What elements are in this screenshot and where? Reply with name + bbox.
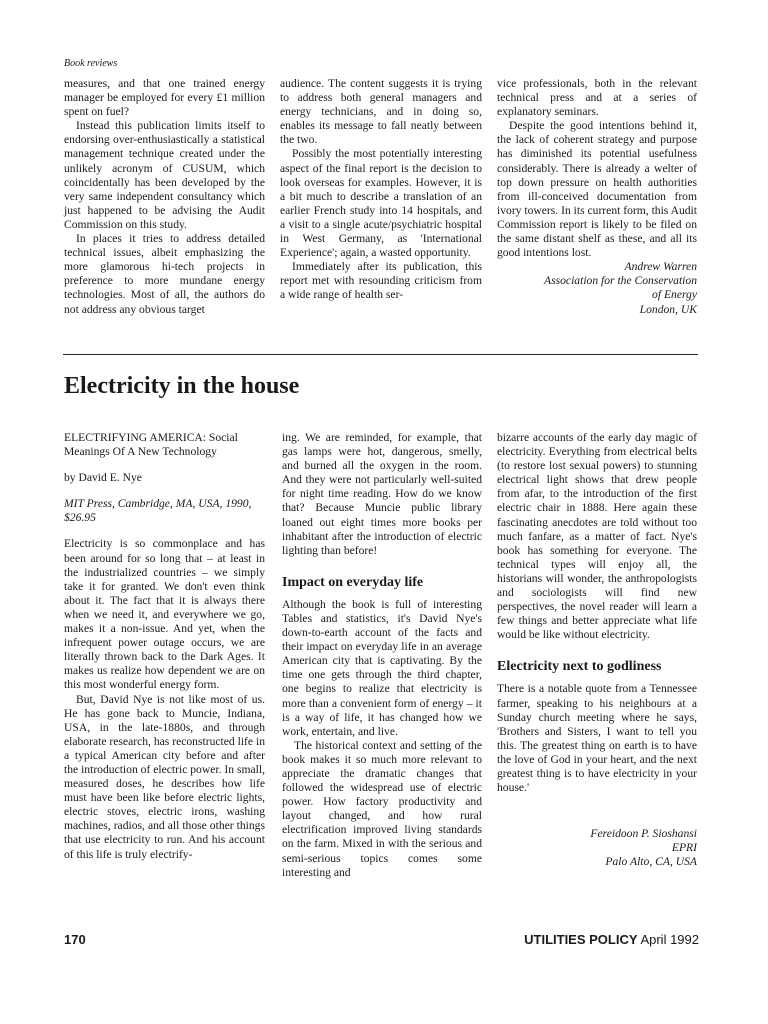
paragraph: But, David Nye is not like most of us. He has gone back to Muncie, Indiana, USA, in the late-1880s, and through elaborate research, has reconstructed life in a typical American city before and after the introduction of electric power. In small, measured doses, he describes how life must have been like before electric lights, electric stoves, electric irons, washing machines, radios, and all those other things that use electricity to run. And his account of this life is truly electrify-: [64, 692, 265, 861]
paragraph: ing. We are reminded, for example, that gas lamps were hot, dangerous, smelly, and burned all the oxygen in the room. And they were not particularly well-suited for night time reading. How do we know that? Because Muncie public library loaned out eight times more books per inhabitant after the introduction of electric lighting than before!: [282, 431, 482, 557]
paragraph: Electricity is so commonplace and has been around for so long that – at least in the industrialized countries – we simply take it for granted. We don't even think about it. The fact that it is always there when we need it, and everywhere we go, makes it a non-issue. And yet, when the infrequent power outage occurs, we are literally thrown back to the Dark Ages. It makes us realize how dependent we are on this most wonderful energy form.: [64, 537, 265, 692]
reviewer-location: London, UK: [639, 302, 697, 316]
prev-review-column-1: [64, 77, 265, 317]
paragraph: Although the book is full of interesting Tables and statistics, it's David Nye's down-to-earth account of the facts and their impact on everyday life in an average American city that is captivating. By the time one gets through the third chapter, one begins to realize that electricity is more than a convenient form of energy – it is a way of life, it has changed how we work, entertain, and live.: [282, 597, 482, 738]
reviewer-organization: of Energy: [652, 288, 697, 302]
book-publisher: MIT Press, Cambridge, MA, USA, 1990, $26.95: [64, 497, 252, 525]
paragraph: Immediately after its publication, this report met with resounding criticism from a wide range of health ser-: [280, 260, 482, 302]
paragraph: audience. The content suggests it is trying to address both general managers and energy technicians, and in doing so, enables its message to fall neatly between the two.: [280, 77, 482, 147]
paragraph: In places it tries to address detailed technical issues, albeit emphasizing the more glamorous hi-tech projects in preference to more mundane energy technologies. Most of all, the authors do not address any obvious target: [64, 232, 265, 316]
section-divider: [63, 354, 698, 355]
journal-footer: [524, 932, 699, 947]
article-column-1: [64, 431, 265, 862]
section-heading: Impact on everyday life: [282, 574, 424, 590]
reviewer-organization: Association for the Conservation: [544, 274, 697, 288]
reviewer-organization: EPRI: [671, 841, 697, 855]
section-heading: Electricity next to godliness: [497, 659, 662, 675]
book-title: ELECTRIFYING AMERICA: Social Meanings Of A New Technology: [64, 431, 238, 459]
article-column-2: [282, 431, 482, 880]
issue-date: April 1992: [640, 932, 699, 947]
paragraph: The historical context and setting of the book makes it so much more relevant to appreciate the dramatic changes that followed the widespread use of electric power. How factory productivity and layout changed, and how rural electrification improved living standards on the farm. Mixed in with the serious and semi-serious topics comes some interesting and: [282, 738, 482, 879]
prev-review-column-2: [280, 77, 482, 303]
prev-review-column-3: [497, 77, 697, 317]
book-author: by David E. Nye: [64, 471, 142, 485]
paragraph: Instead this publication limits itself to endorsing over-enthusiastically a statistical management technique created under the unlikely acronym of CUSUM, which coincidentally has been developed by the very same independent consultancy which just happened to be advising the Audit Commission on this study.: [64, 119, 265, 231]
journal-name: UTILITIES POLICY: [524, 932, 638, 947]
page-number: 170: [64, 932, 86, 947]
paragraph: There is a notable quote from a Tennessee farmer, speaking to his neighbours at a Sunday church meeting where he says, 'Brothers and Sisters, I want to tell you this. The greatest thing on earth is to have the love of God in your heart, and the next greatest thing is to have electricity in your house.': [497, 682, 697, 795]
reviewer-name: Andrew Warren: [624, 260, 697, 274]
running-head: Book reviews: [64, 58, 118, 69]
paragraph: Possibly the most potentially interesting aspect of the final report is the decision to look overseas for examples. However, it is a bit much to describe a translation of an earlier French study into 14 hospitals, and a visit to a single acute/psychiatric hospital in West Germany, as 'International Experience'; again, a wasted opportunity.: [280, 147, 482, 260]
paragraph: Despite the good intentions behind it, the lack of coherent strategy and purpose has diminished its potential usefulness considerably. There is already a welter of top down pressure on health authorities from ill-conceived documentation from ivory towers. In its current form, this Audit Commission report is likely to be filed on the same distant shelf as these, and all its good intentions lost.: [497, 119, 697, 260]
paragraph: bizarre accounts of the early day magic of electricity. Everything from electrical belts (to restore lost sexual powers) to stunning electrical light shows that drew people from afar, to the introduction of the first electric chair in 1888. Here again these fascinating anecdotes are told without too much fanfare, as a matter of fact. Nye's book has something for everyone. The technical types will enjoy all, the historians will wonder, the anthropologists and sociologists will find new perspectives, the novel reader will learn a few things and better appreciate what life would be like without electricity.: [497, 431, 697, 642]
reviewer-name: Fereidoon P. Sioshansi: [590, 827, 697, 841]
reviewer-location: Palo Alto, CA, USA: [605, 855, 697, 869]
paragraph: vice professionals, both in the relevant technical press and at a series of explanatory seminars.: [497, 77, 697, 119]
article-title: Electricity in the house: [64, 373, 300, 399]
paragraph: measures, and that one trained energy manager be employed for every £1 million spent on fuel?: [64, 77, 265, 119]
article-column-3: [497, 431, 697, 869]
